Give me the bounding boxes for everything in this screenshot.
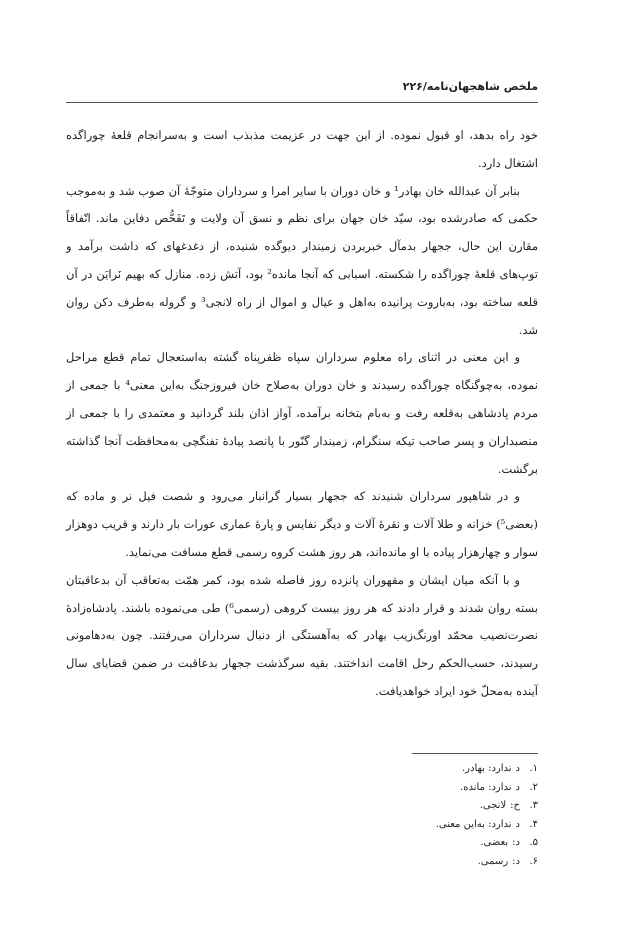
footnote-number: ۱.: [529, 763, 538, 774]
footnote-source: د:: [512, 837, 520, 849]
footnote-text: ندارد: به‌این معنی.: [435, 818, 512, 830]
footnote-divider: [412, 753, 538, 754]
footnote-text: بعضی.: [480, 837, 509, 849]
footnote-number: ۴.: [529, 818, 538, 830]
paragraph-1: خود راه بدهد، او قبول نموده. از این جهت در عزیمت مذبذب است و به‌سرانجام قلعهٔ چوراگده اشتغال دارد.: [66, 128, 538, 170]
main-text: [66, 122, 538, 706]
footnote-source: د:: [512, 855, 520, 867]
footnote-text: ندارد: مانده.: [460, 781, 512, 793]
footnotes: [338, 760, 538, 872]
footnote-5: [338, 834, 538, 853]
header-divider: [66, 102, 538, 103]
footnote-3: [338, 797, 538, 816]
footnote-1: [338, 760, 538, 779]
footnote-2: [338, 779, 538, 798]
paragraph-4: و در شاهپور سرداران شنیدند که ججهار بسیار گرانبار می‌رود و شصت فیل نر و ماده که (بعضی⁵) خزانه و طلا آلات و نقرهٔ آلات و دیگر نفایس و پارهٔ عماری عورات بار دارند و قریب دوهزار سوار و چهارهزار پیاده با او مانده‌اند، هر روز هشت کروه رسمی قطع مسافت می‌نماید.: [66, 489, 538, 559]
paragraph-2: بنابر آن عبدالله خان بهادر¹ و خان دوران با سایر امرا و سرداران متوجّهٔ آن صوب شد و به‌موجب حکمی که صادرشده بود، سیّد خان جهان برای نظم و نسق آن ولایت و تَفَحُّص دفاین ماند. اتّفاقاً مقارن این حال، ججهار بدمآل خبربردن زمیندار دیوگده شنیده، از دغدغهای که داشت برآمد و توپ‌های قلعهٔ چوراگده را شکسته. اسبابی که آنجا مانده² بود، آتش زده. منازل که بهیم نَرایَن در آن قلعه ساخته بود، به‌باروت پرانیده به‌اهل و عیال و اموال از راه لانجی³ و گروله به‌طرف دکن روان شد.: [66, 183, 539, 337]
footnote-number: ۳.: [529, 800, 538, 812]
footnote-text: لانجی.: [479, 800, 507, 812]
footnote-source: د: [515, 781, 520, 793]
running-header: ملخص شاهجهان‌نامه/۲۲۶: [402, 80, 538, 93]
footnote-source: د: [515, 763, 520, 774]
footnote-number: ۲.: [529, 781, 538, 793]
footnote-source: ح:: [510, 800, 520, 812]
footnote-text: رسمی.: [477, 855, 509, 867]
footnote-number: ۶.: [529, 855, 538, 867]
footnote-6: [338, 853, 538, 872]
footnote-text: ندارد: بهادر.: [462, 763, 512, 774]
footnote-source: د: [515, 818, 520, 830]
footnote-number: ۵.: [529, 837, 538, 849]
footnote-4: [338, 816, 538, 835]
paragraph-5: و با آنکه میان ایشان و مقهوران پانزده روز فاصله شده بود، کمر همّت به‌تعاقب آن بدعاقبتان بسته روان شدند و قرار دادند که هر روز بیست کروهی (رسمی⁶) طی می‌نموده باشند. پادشاه‌زادهٔ نصرت‌نصیب محمّد اورنگ‌زیب بهادر که به‌آهستگی از دنبال سرداران می‌رفتند. چون به‌دهامونی رسیدند، حسب‌الحکم رحل اقامت انداختند. بقیه سرگذشت ججهار بدعاقبت در ضمن قضایای سال آینده به‌محلّ خود ایراد خواهدیافت.: [66, 572, 538, 698]
paragraph-3: و این معنی در اثنای راه معلوم سرداران سپاه ظفرپناه گشته به‌استعجال تمام قطع مراحل نموده، به‌چوگنگاه چوراگده رسیدند و خان دوران به‌صلاح خان فیروزجنگ به‌این معنی⁴ با جمعی از مردم پادشاهی به‌قلعه رفت و به‌بام بتخانه برآمده، آواز اذان بلند گردانید و معتمدی را با جمعی از منصبداران و پسر صاحب تیکه سنگرام، زمیندار گنّور با پانصد پیادهٔ تفنگچی به‌محافظت آنجا گذاشته برگشت.: [66, 350, 538, 476]
